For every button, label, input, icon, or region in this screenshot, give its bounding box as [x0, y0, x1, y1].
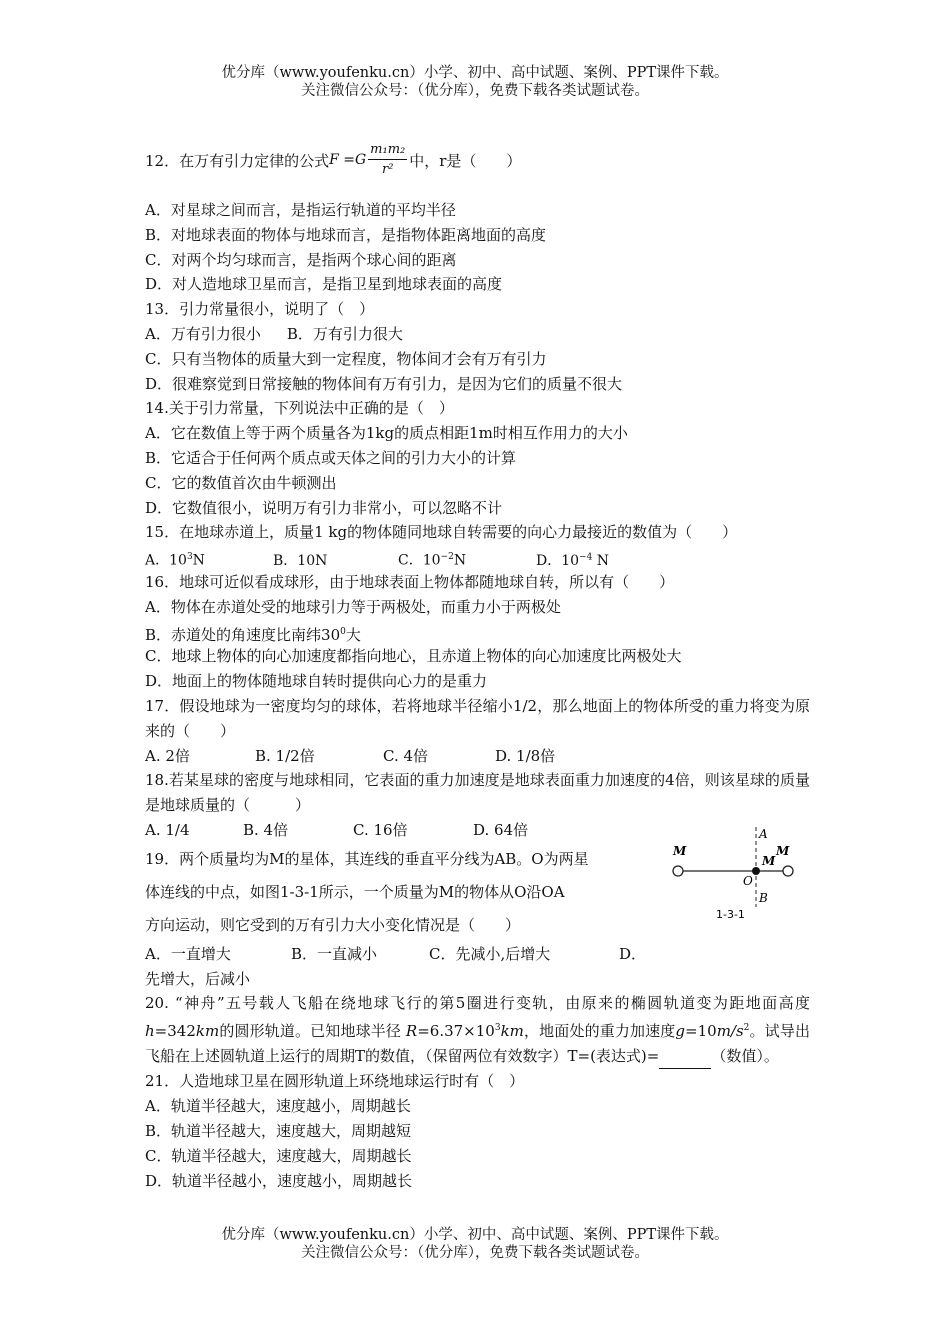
q12-formula-denominator: r² [381, 161, 394, 177]
q12-option-d: D．对人造地球卫星而言，是指卫星到地球表面的高度 [145, 275, 503, 294]
q21-option-c: C．轨道半径越大，速度越大，周期越长 [145, 1146, 412, 1165]
q20-g-unit: m/s [716, 1022, 744, 1041]
q15-option-d: D．$10^{-4}$ N [536, 552, 610, 569]
q20-h-unit: km [195, 1022, 220, 1041]
q20-part-5: （数值）。 [711, 1047, 779, 1066]
q15-option-c: C．$10^{-2}N$ [398, 552, 467, 569]
q15-option-a: A．$10^3N$ [145, 552, 205, 569]
q16-stem: 16．地球可近似看成球形，由于地球表面上物体都随地球自转，所以有（ ） [145, 572, 675, 591]
q17-stem: 17．假设地球为一密度均匀的球体，若将地球半径缩小1/2，那么地面上的物体所受的重力将变为原来的（ ） [145, 696, 810, 740]
label-o: O [743, 873, 753, 888]
q21-option-a: A．轨道半径越大，速度越小，周期越长 [145, 1097, 411, 1116]
q19-option-d: D． [619, 944, 647, 963]
question-21 [145, 1069, 810, 1193]
question-13 [145, 297, 810, 396]
q14-option-c: C．它的数值首次由牛顿测出 [145, 473, 337, 492]
star-left [673, 866, 683, 876]
q19-line-2: 体连线的中点，如图1-3-1所示，一个质量为M的物体从O沿OA [145, 882, 565, 901]
q17-option-b: B. 1/2倍 [255, 746, 315, 765]
question-14 [145, 396, 810, 520]
q21-option-b: B．轨道半径越大，速度越大，周期越短 [145, 1121, 412, 1140]
q20-g-symbol: g [675, 1022, 686, 1041]
q19-option-d-text: 先增大，后减小 [145, 969, 251, 988]
question-17 [145, 694, 810, 768]
q19-option-b: B．一直减小 [291, 944, 378, 963]
q20-answer-blank[interactable] [659, 1052, 711, 1069]
q20-part-2: 的圆形轨道。已知地球半径 [219, 1022, 401, 1041]
q13-option-a: A．万有引力很小 [145, 324, 261, 343]
label-b: B [759, 890, 768, 905]
q17-option-d: D. 1/8倍 [495, 746, 556, 765]
q19-option-a: A．一直增大 [145, 944, 231, 963]
q20-h-symbol: h [145, 1022, 155, 1041]
q13-option-d: D．很难察觉到日常接触的物体间有万有引力，是因为它们的质量不很大 [145, 374, 623, 393]
q20-r-value: =6.37×10 [417, 1022, 495, 1041]
q18-option-d: D. 64倍 [473, 820, 529, 839]
question-12 [145, 137, 810, 297]
page-header [0, 64, 950, 100]
q19-line-1: 19．两个质量均为M的星体，其连线的垂直平分线为AB。O为两星 [145, 849, 589, 868]
q16-option-b: B．赤道处的角速度比南纬$30^0$大 [145, 625, 361, 644]
question-16 [145, 570, 810, 694]
q18-option-b: B. 4倍 [243, 820, 289, 839]
q20-part-1: 20. “神舟”五号载人飞船在绕地球飞行的第5圈进行变轨，由原来的椭圆轨道变为距地面高度 [145, 994, 810, 1013]
q20-part-4: 。试导出飞船在上述圆轨道上运行的周期T的数值，（保留两位有效数字）T=(表达式)= [145, 1022, 810, 1066]
q16-option-a: A．物体在赤道处受的地球引力等于两极处，而重力小于两极处 [145, 597, 561, 616]
label-m-center: M [762, 853, 776, 868]
question-15 [145, 520, 810, 570]
footer-line-1: 优分库（www.youfenku.cn）小学、初中、高中试题、案例、PPT课件下载。 [221, 1227, 729, 1243]
q12-option-a: A．对星球之间而言，是指运行轨道的平均半径 [145, 201, 456, 219]
q20-r-exponent: 3 [494, 1023, 501, 1034]
q17-option-c: C. 4倍 [383, 746, 429, 765]
q19-line-3: 方向运动，则它受到的万有引力大小变化情况是（ ） [145, 915, 521, 934]
star-right [783, 866, 793, 876]
q12-stem-after: 中，r是（ ） [409, 152, 522, 170]
q20-part-3: ，地面处的重力加速度 [523, 1022, 676, 1041]
q13-option-c: C．只有当物体的质量大到一定程度，物体间才会有万有引力 [145, 349, 547, 368]
q18-option-c: C. 16倍 [353, 820, 408, 839]
q18-option-a: A. 1/4 [145, 820, 190, 839]
q13-stem: 13．引力常量很小，说明了（ ） [145, 300, 375, 319]
label-m-right: M [776, 843, 790, 858]
question-content [145, 137, 810, 1193]
q12-stem-before: 12．在万有引力定律的公式 [145, 152, 330, 170]
q16-option-d: D．地面上的物体随地球自转时提供向心力的是重力 [145, 672, 488, 691]
q12-formula [329, 136, 409, 184]
q20-r-unit: km [500, 1022, 524, 1041]
header-line-2: 关注微信公众号：（优分库），免费下载各类试题试卷。 [301, 83, 649, 99]
q14-option-b: B．它适合于任何两个质点或天体之间的引力大小的计算 [145, 448, 517, 467]
q12-option-c: C．对两个均匀球而言，是指两个球心间的距离 [145, 250, 457, 269]
footer-line-2: 关注微信公众号：（优分库），免费下载各类试题试卷。 [301, 1245, 649, 1261]
q12-option-b: B．对地球表面的物体与地球而言，是指物体距离地面的高度 [145, 225, 547, 244]
q20-g-value: =10 [685, 1022, 717, 1041]
q20-h-value: =342 [154, 1022, 196, 1041]
q20-r-symbol: R [405, 1022, 418, 1041]
mass-at-o [752, 867, 760, 875]
question-20 [145, 991, 810, 1069]
figure-caption: 1-3-1 [716, 907, 745, 921]
q15-stem: 15．在地球赤道上，质量1 kg的物体随同地球自转需要的向心力最接近的数值为（ ） [145, 523, 738, 542]
q21-stem: 21．人造地球卫星在圆形轨道上环绕地球运行时有（ ） [145, 1072, 525, 1091]
header-line-1: 优分库（www.youfenku.cn）小学、初中、高中试题、案例、PPT课件下载。 [221, 65, 729, 81]
q17-option-a: A. 2倍 [145, 746, 190, 765]
label-m-left: M [673, 843, 687, 858]
q12-formula-numerator: m₁m₂ [368, 141, 407, 160]
q16-option-c: C．地球上物体的向心加速度都指向地心，且赤道上物体的向心加速度比两极处大 [145, 647, 682, 666]
q15-option-b: B．10N [273, 552, 328, 569]
q13-option-b: B．万有引力很大 [286, 324, 403, 343]
q18-stem: 18.若某星球的密度与地球相同，它表面的重力加速度是地球表面重力加速度的4倍，则该星球的质量是地球质量的（ ） [145, 771, 810, 815]
q14-option-a: A．它在数值上等于两个质量各为1kg的质点相距1m时相互作用力的大小 [145, 424, 628, 443]
q19-option-c: C．先减小,后增大 [429, 944, 551, 963]
q12-formula-lhs: F =G [329, 152, 367, 168]
q14-stem: 14.关于引力常量，下列说法中正确的是（ ） [145, 399, 454, 418]
q21-option-d: D．轨道半径越小，速度越小，周期越长 [145, 1171, 413, 1190]
q20-g-exponent: 2 [743, 1023, 750, 1034]
q14-option-d: D．它数值很小，说明万有引力非常小，可以忽略不计 [145, 498, 503, 517]
page-footer [0, 1226, 950, 1262]
figure-1-3-1 [670, 821, 800, 931]
label-a: A [759, 826, 768, 841]
